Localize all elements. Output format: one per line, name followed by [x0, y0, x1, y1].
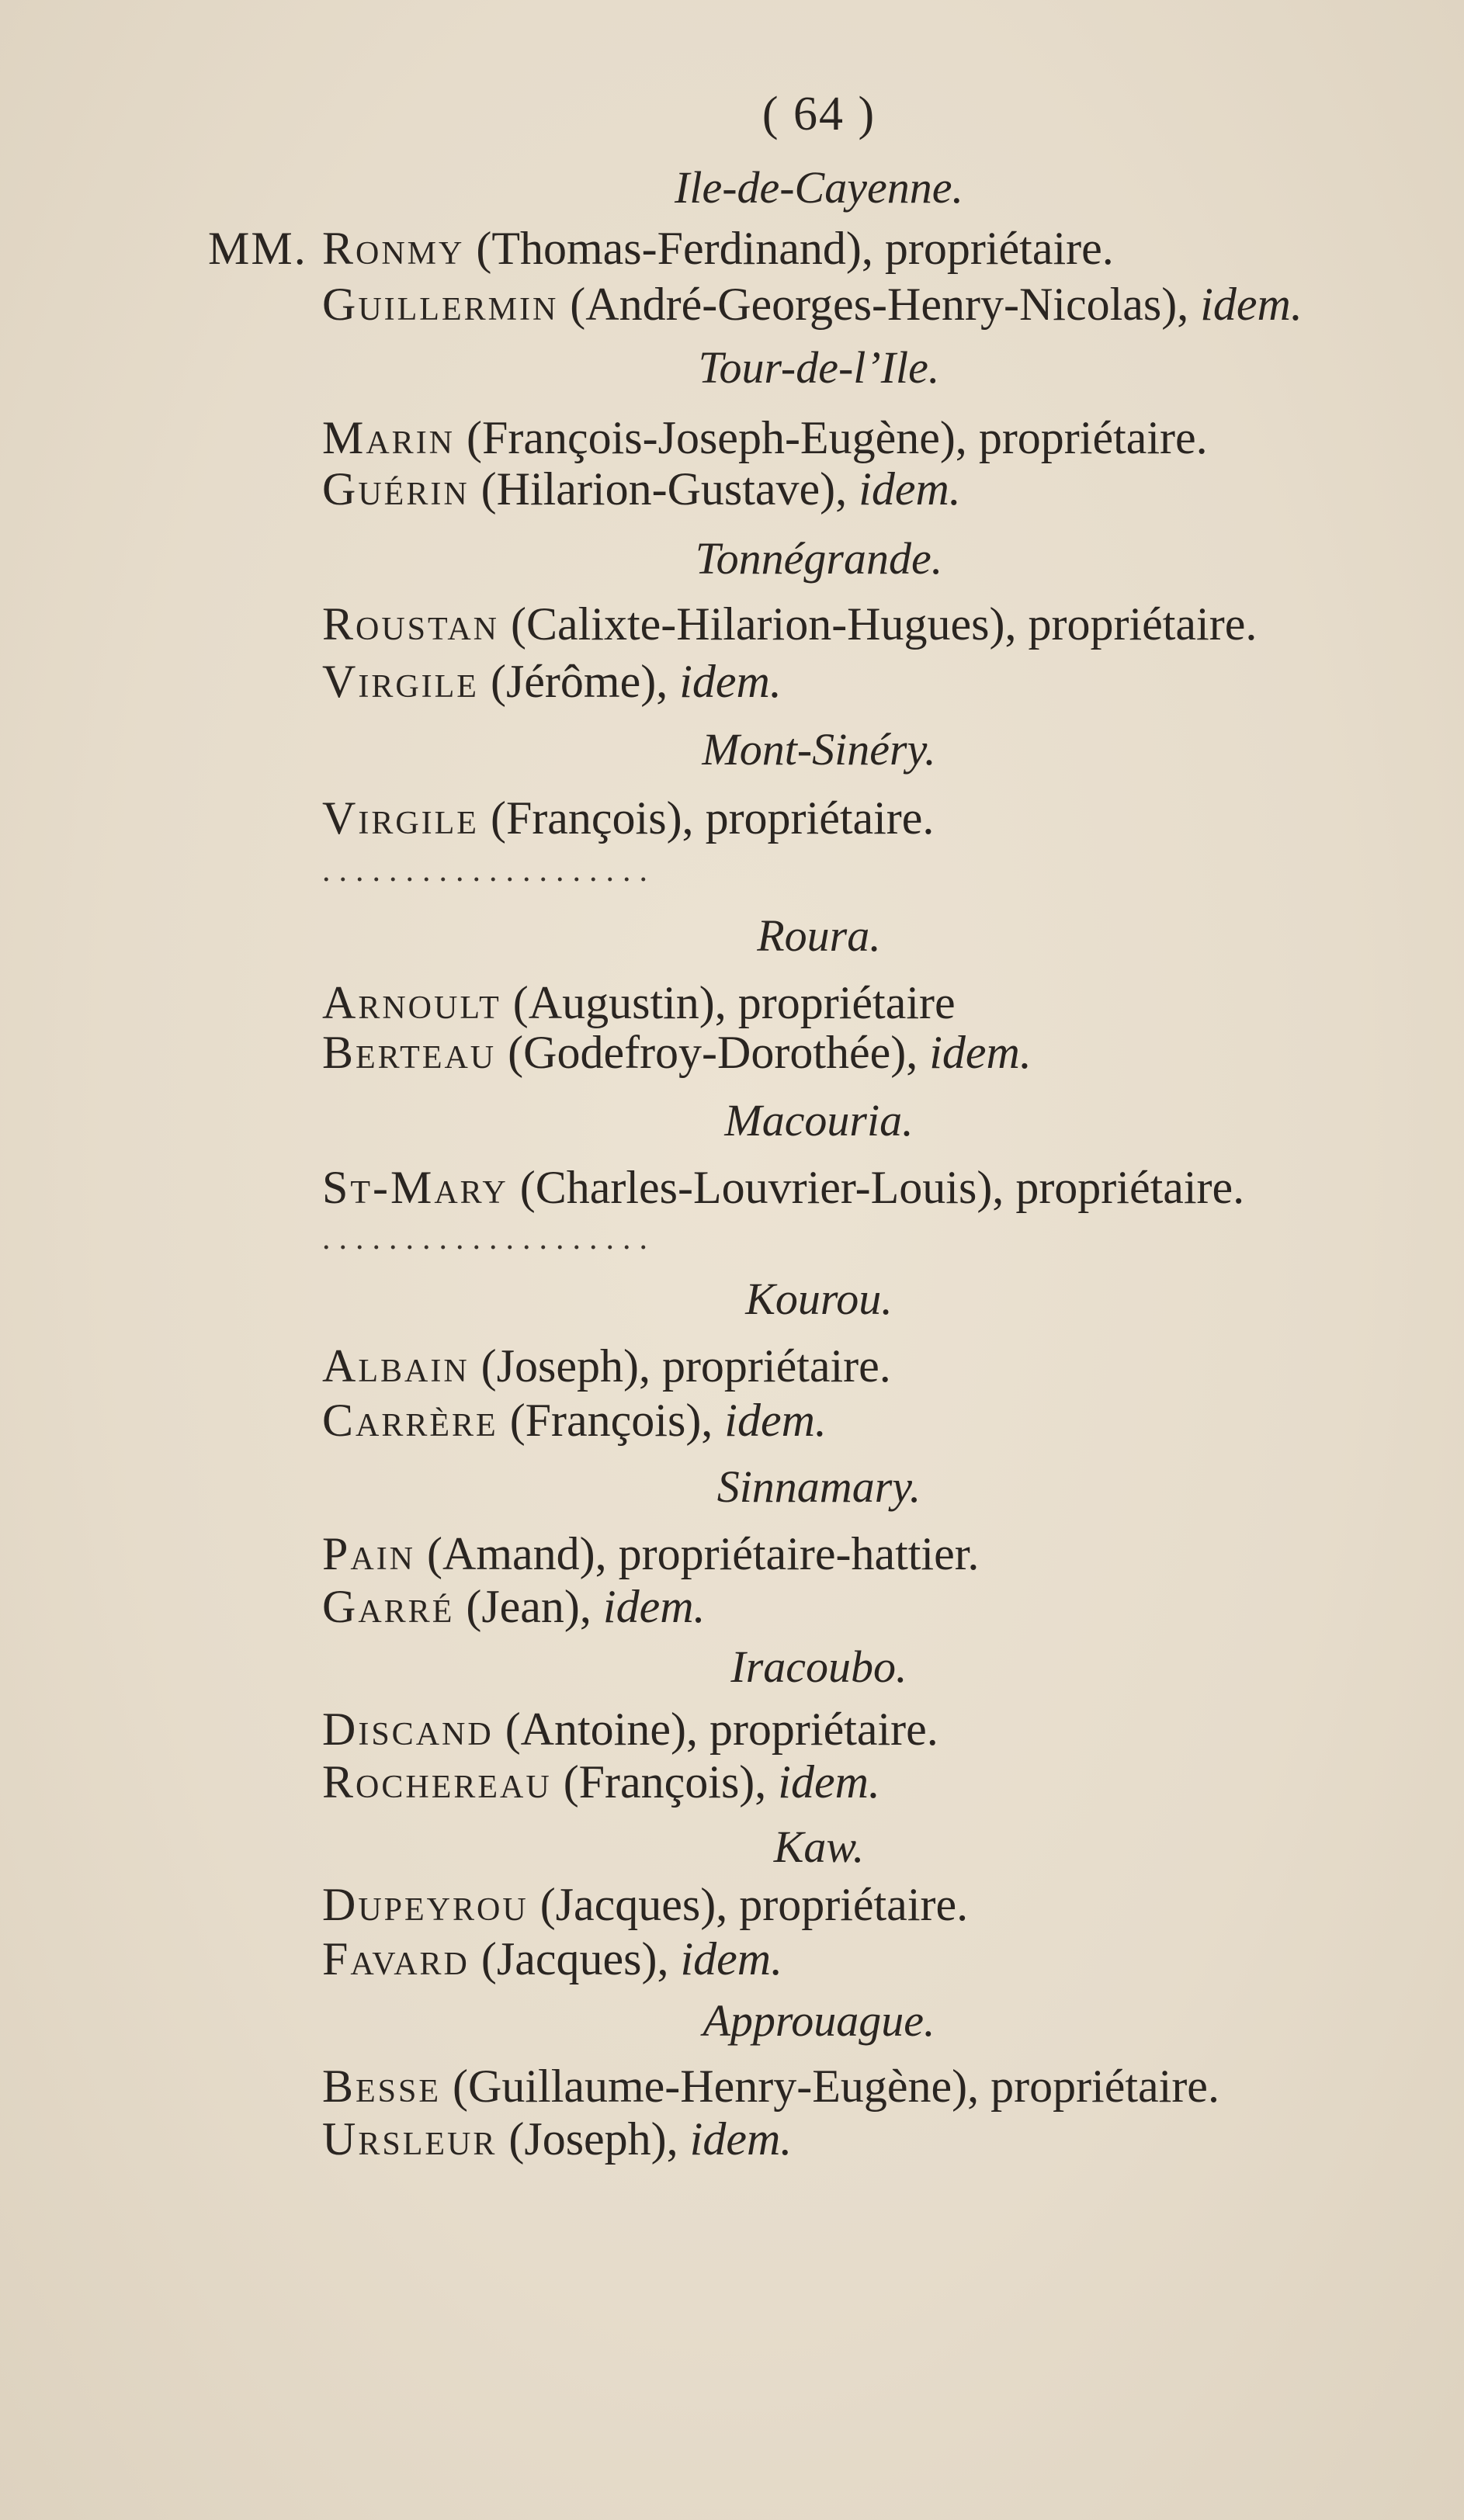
entry-line: [322, 1394, 827, 1447]
section-heading-roura: Roura.: [757, 910, 881, 961]
entry-role: idem.: [1200, 279, 1303, 330]
dotted-rule: ....................: [322, 1221, 656, 1257]
entry-role: propriétaire.: [661, 1340, 891, 1392]
entry-forenames: (Augustin),: [501, 977, 738, 1028]
entry-role: idem.: [602, 1581, 706, 1632]
entry-forenames: (André-Georges-Henry-Nicolas),: [558, 279, 1201, 330]
entry-surname: Ursleur: [322, 2113, 498, 2165]
entry-line: [322, 2060, 1219, 2113]
entry-role: idem.: [859, 463, 961, 515]
entry-line: [322, 1932, 782, 1986]
entry-surname: Arnoult: [322, 977, 501, 1028]
entry-forenames: (François),: [478, 792, 706, 844]
entry-line: [322, 1756, 880, 1809]
entry-surname: Marin: [322, 412, 456, 463]
entry-line: [322, 463, 961, 516]
entry-surname: Berteau: [322, 1027, 497, 1078]
entry-surname: Favard: [322, 1933, 470, 1984]
entry-forenames: (Thomas-Ferdinand),: [464, 223, 885, 274]
entry-role: propriétaire.: [739, 1879, 969, 1930]
entry-surname: Guérin: [322, 463, 470, 515]
entry-surname: Dupeyrou: [322, 1879, 529, 1930]
entry-forenames: (François),: [551, 1756, 779, 1808]
entry-role: propriétaire.: [709, 1704, 938, 1755]
entry-surname: Discand: [322, 1704, 494, 1755]
entry-forenames: (Hilarion-Gustave),: [469, 463, 859, 515]
entry-surname: Rochereau: [322, 1756, 552, 1808]
section-heading-sinnamary: Sinnamary.: [716, 1461, 921, 1512]
section-heading-kourou: Kourou.: [745, 1274, 893, 1324]
entry-role: propriétaire.: [990, 2061, 1219, 2112]
entry-line: [322, 2113, 792, 2166]
entry-forenames: (Charles-Louvrier-Louis),: [508, 1162, 1016, 1213]
entry-surname: Roustan: [322, 598, 499, 650]
entry-line: [322, 1026, 1032, 1080]
entry-surname: Besse: [322, 2061, 442, 2112]
entry-forenames: (François),: [498, 1395, 725, 1446]
entry-line: [322, 278, 1303, 331]
entry-surname: Garré: [322, 1581, 455, 1632]
entry-role: idem.: [724, 1395, 827, 1446]
entry-forenames: (Calixte-Hilarion-Hugues),: [499, 598, 1029, 650]
entry-line: [322, 411, 1208, 465]
entry-role: propriétaire-hattier.: [618, 1528, 980, 1579]
entry-forenames: (Godefroy-Dorothée),: [496, 1027, 930, 1078]
entry-role: propriétaire: [737, 977, 956, 1028]
entry-forenames: (François-Joseph-Eugène),: [455, 412, 979, 463]
entry-line: [322, 1527, 979, 1581]
entry-line: [322, 598, 1257, 651]
entry-role: propriétaire.: [1028, 598, 1258, 650]
entry-surname: Carrère: [322, 1395, 498, 1446]
entry-surname: St-Mary: [322, 1162, 508, 1213]
entry-surname: Pain: [322, 1528, 416, 1579]
entry-forenames: (Antoine),: [493, 1704, 709, 1755]
entry-role: idem.: [679, 656, 782, 707]
dotted-rule: ....................: [322, 853, 656, 889]
entry-role: idem.: [778, 1756, 880, 1808]
entry-surname: Guillermin: [322, 279, 559, 330]
entry-forenames: (Jacques),: [469, 1933, 681, 1984]
entry-role: propriétaire.: [978, 412, 1208, 463]
entry-role: propriétaire.: [705, 792, 935, 844]
entry-line: [322, 1161, 1244, 1215]
entry-surname: Albain: [322, 1340, 470, 1392]
entry-role: idem.: [689, 2113, 793, 2165]
entry-forenames: (Jérôme),: [478, 656, 680, 707]
page-number: ( 64 ): [761, 88, 876, 140]
entry-line: [322, 792, 934, 845]
section-heading-macouria: Macouria.: [724, 1095, 914, 1146]
section-heading-mont-sinery: Mont-Sinéry.: [702, 724, 936, 775]
entry-role: propriétaire.: [1015, 1162, 1245, 1213]
entry-line: [322, 1703, 938, 1756]
entry-forenames: (Amand),: [415, 1528, 619, 1579]
entry-forenames: (Joseph),: [469, 1340, 662, 1392]
section-heading-approuague: Approuague.: [703, 1995, 935, 2046]
entry-role: idem.: [929, 1027, 1032, 1078]
section-heading-tonnegrande: Tonnégrande.: [695, 533, 943, 584]
section-heading-iracoubo: Iracoubo.: [730, 1641, 907, 1692]
entry-line: [322, 1580, 706, 1634]
entry-forenames: (Jean),: [454, 1581, 603, 1632]
entry-role: idem.: [680, 1933, 783, 1984]
section-heading-ile-de-cayenne: Ile-de-Cayenne.: [675, 162, 963, 213]
section-heading-kaw: Kaw.: [773, 1822, 865, 1872]
entry-surname: Ronmy: [322, 223, 465, 274]
entry-line: [322, 655, 782, 709]
entry-forenames: (Joseph),: [497, 2113, 690, 2165]
entry-forenames: (Jacques),: [528, 1879, 740, 1930]
entry-role: propriétaire.: [884, 223, 1114, 274]
entry-line: [322, 1340, 891, 1393]
entry-forenames: (Guillaume-Henry-Eugène),: [441, 2061, 991, 2112]
entry-line: [322, 1878, 968, 1932]
entry-surname: Virgile: [322, 792, 479, 844]
entry-line: [322, 222, 1114, 276]
entry-line: [322, 976, 956, 1030]
section-heading-tour-de-l-ile: Tour-de-l’Ile.: [698, 342, 940, 393]
entry-surname: Virgile: [322, 656, 479, 707]
mm-prefix: MM.: [208, 223, 307, 274]
